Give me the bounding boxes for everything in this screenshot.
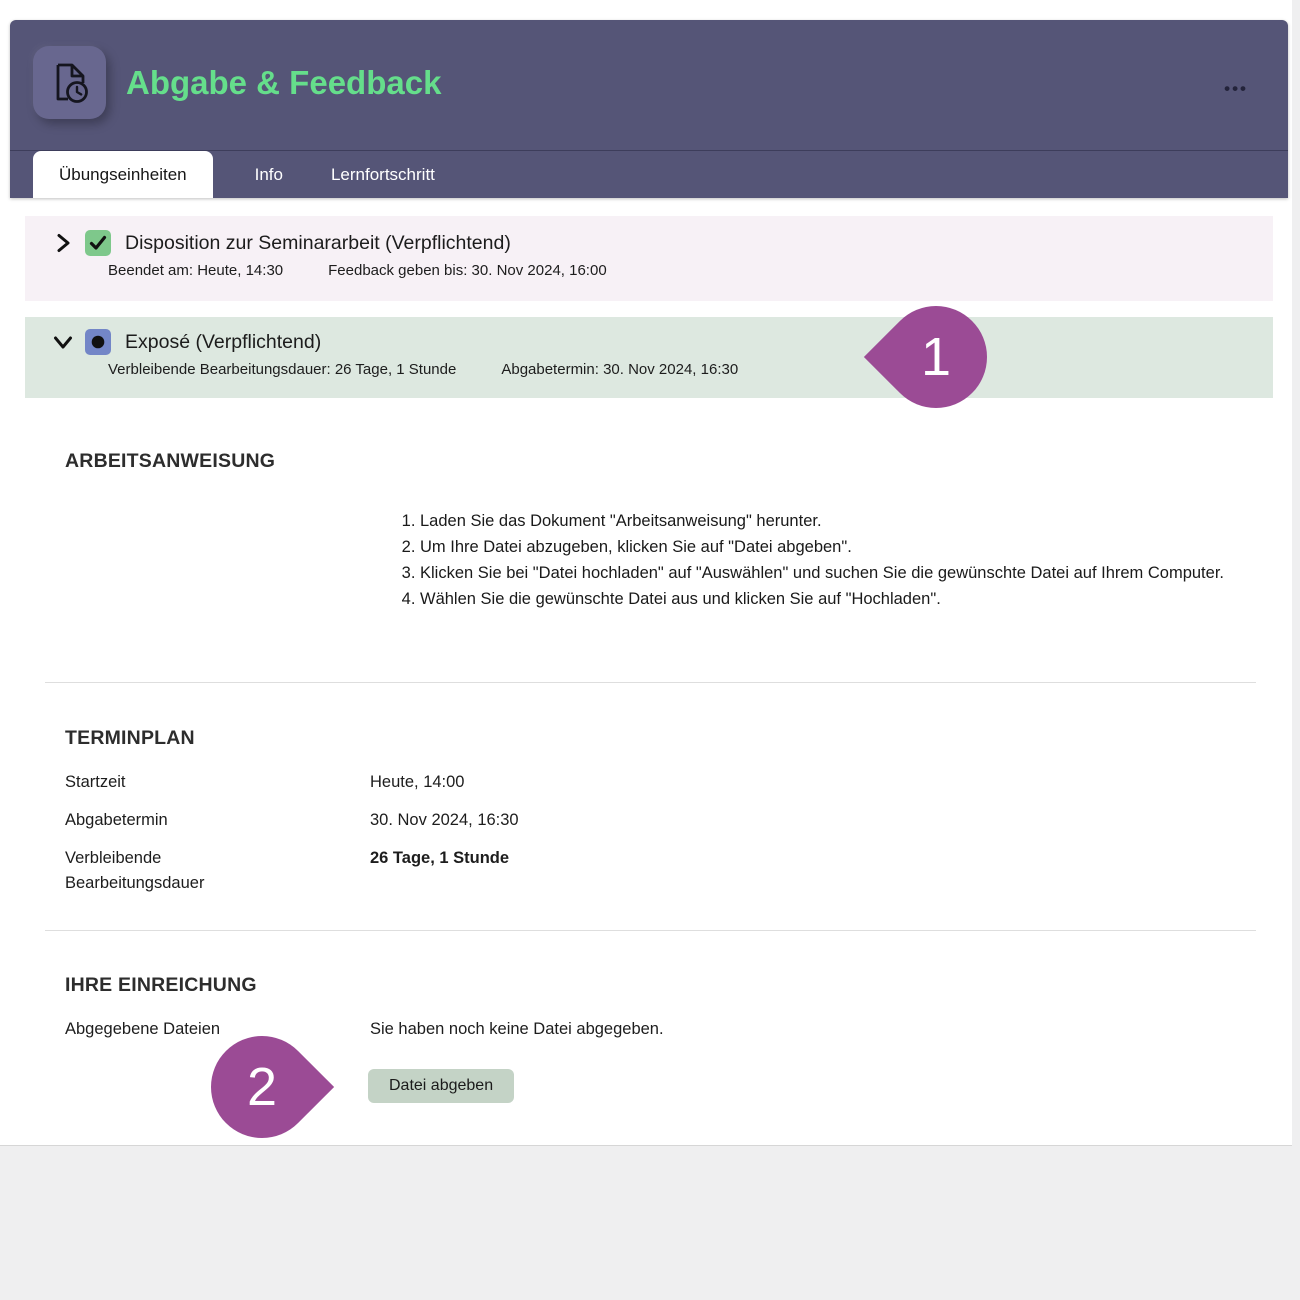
assignment-app-icon xyxy=(33,46,106,119)
tab-uebungseinheiten[interactable]: Übungseinheiten xyxy=(33,151,213,198)
tab-bar xyxy=(10,150,1288,198)
annotation-number: 1 xyxy=(920,327,952,388)
annotation-number: 2 xyxy=(246,1057,278,1118)
exercise-unit-expose[interactable] xyxy=(25,317,1273,398)
instruction-step: 4. Wählen Sie die gewünschte Datei aus und klicken Sie auf "Hochladen". xyxy=(420,586,1234,612)
more-options-icon[interactable]: ••• xyxy=(1224,79,1248,98)
chevron-down-icon[interactable] xyxy=(52,331,74,353)
no-submission-text: Sie haben noch keine Datei abgegeben. xyxy=(370,1020,664,1038)
submit-file-button[interactable]: Datei abgeben xyxy=(368,1069,514,1103)
submitted-files-label: Abgegebene Dateien xyxy=(65,1020,221,1038)
document-clock-icon xyxy=(46,59,94,107)
due-date-label: Abgabetermin xyxy=(65,811,168,829)
exercise-unit-disposition[interactable] xyxy=(25,216,1273,301)
remaining-time-text: Verbleibende Bearbeitungsdauer: 26 Tage, 1 Stunde xyxy=(108,361,457,378)
remaining-time-value: 26 Tage, 1 Stunde xyxy=(370,849,510,867)
start-time-label: Startzeit xyxy=(65,773,126,791)
status-completed-icon xyxy=(85,230,111,256)
tab-lernfortschritt[interactable]: Lernfortschritt xyxy=(330,164,435,184)
remaining-time-label: Verbleibende Bearbeitungsdauer xyxy=(65,849,205,892)
instruction-step: 2. Um Ihre Datei abzugeben, klicken Sie auf "Datei abgeben". xyxy=(420,534,1234,560)
exercise-title: Disposition zur Seminararbeit (Verpflichtend) xyxy=(125,231,511,254)
due-date-value: 30. Nov 2024, 16:30 xyxy=(370,811,519,829)
instruction-list xyxy=(398,508,1234,612)
feedback-until-text: Feedback geben bis: 30. Nov 2024, 16:00 xyxy=(328,262,607,279)
exercise-title: Exposé (Verpflichtend) xyxy=(125,330,322,353)
divider xyxy=(45,682,1256,683)
instruction-step: 1. Laden Sie das Dokument "Arbeitsanweisung" herunter. xyxy=(420,508,1234,534)
instruction-step: 3. Klicken Sie bei "Datei hochladen" auf "Auswählen" und suchen Sie die gewünschte Datei auf Ihrem Computer. xyxy=(420,560,1234,586)
chevron-right-icon[interactable] xyxy=(52,232,74,254)
start-time-value: Heute, 14:00 xyxy=(370,773,465,791)
divider xyxy=(45,930,1256,931)
page-title: Abgabe & Feedback xyxy=(126,63,442,101)
submission-heading: IHRE EINREICHUNG xyxy=(65,974,257,996)
app-header xyxy=(10,20,1288,198)
due-date-text: Abgabetermin: 30. Nov 2024, 16:30 xyxy=(501,361,739,378)
ended-at-text: Beendet am: Heute, 14:30 xyxy=(108,262,284,279)
work-instruction-heading: ARBEITSANWEISUNG xyxy=(65,450,276,472)
status-in-progress-icon xyxy=(85,329,111,355)
tab-info[interactable]: Info xyxy=(254,164,283,184)
schedule-heading: TERMINPLAN xyxy=(65,727,195,749)
